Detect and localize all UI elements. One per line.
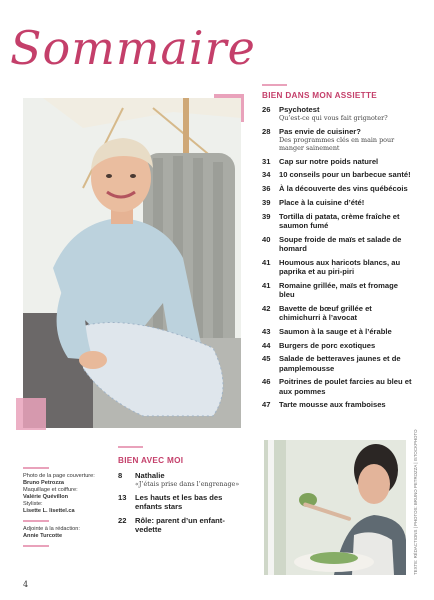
toc-subtitle: «J’étais prise dans l’engrenage» [135,480,240,489]
toc-item[interactable] [262,258,412,276]
toc-page-number: 46 [262,377,271,387]
credits-block [23,467,103,551]
toc-title: Psychotest [279,105,320,114]
secondary-photo [264,440,406,575]
credit-label: Photo de la page couverture: [23,473,95,479]
toc-title: Poitrines de poulet farcies au bleu et aux pommes [279,377,412,396]
toc-list-assiette [262,105,412,414]
credits-divider [23,467,49,469]
toc-page-number: 26 [262,105,271,114]
toc-page-number: 41 [262,280,271,290]
toc-item[interactable] [262,198,412,207]
toc-subtitle: Qu’est-ce qui vous fait grignoter? [279,114,388,123]
toc-title: Soupe froide de maïs et salade de homard [279,234,402,253]
toc-page-number: 22 [118,515,127,525]
toc-page-number: 43 [262,326,271,336]
toc-title: À la découverte des vins québécois [279,184,408,194]
hero-photo [23,98,241,428]
toc-item[interactable] [262,400,412,409]
toc-page-number: 28 [262,126,271,136]
toc-page-number: 47 [262,400,271,410]
toc-title: Tortilla di patata, crème fraîche et saumon fumé [279,211,400,230]
toc-title: Tarte mousse aux framboises [279,400,386,410]
toc-subtitle: Des programmes clés en main pour manger sainement [279,136,395,152]
toc-title: Saumon à la sauge et à l’érable [279,326,392,336]
toc-list-avec-moi [118,471,248,539]
toc-title: Salade de betteraves jaunes et de pamplemousse [279,354,401,373]
toc-item[interactable] [262,354,412,372]
toc-page-number: 36 [262,184,271,194]
toc-title: Pas envie de cuisiner? [279,126,361,136]
toc-page-number: 39 [262,211,271,221]
photo-credit-vertical: TEXTE: RÉDACTIONS | PHOTOS: BRUNO PETROZZA | ISTOCKPHOTO [413,429,418,575]
toc-item[interactable] [118,516,248,534]
toc-item[interactable] [262,327,412,336]
toc-item[interactable] [262,377,412,395]
section-heading-assiette: BIEN DANS MON ASSIETTE [262,91,378,100]
credit-name: Lisette L. lisettel.ca [23,508,75,514]
toc-title: Les hauts et les bas des enfants stars [135,492,223,511]
toc-page-number: 42 [262,303,271,313]
toc-title: Nathalie [135,471,165,480]
toc-page-number: 34 [262,170,271,180]
secondary-photo-illustration [264,440,406,575]
toc-item[interactable] [118,471,248,488]
toc-title: Bavette de bœuf grillée et chimichurri à l’avocat [279,303,372,322]
toc-item[interactable] [262,105,412,122]
section-divider-avec-moi [118,446,143,448]
toc-page-number: 13 [118,492,127,502]
credit-name: Bruno Petrozza [23,480,65,486]
toc-title: Romaine grillée, maïs et fromage bleu [279,280,399,299]
section-heading-avec-moi: BIEN AVEC MOI [118,456,184,465]
hero-photo-illustration [23,98,241,428]
toc-item[interactable] [262,212,412,230]
toc-item[interactable] [262,157,412,166]
toc-title: Houmous aux haricots blancs, au paprika et au piri-piri [279,257,401,276]
accent-block-bottom [16,398,46,430]
toc-item[interactable] [262,235,412,253]
toc-item[interactable] [262,184,412,193]
toc-page-number: 39 [262,197,271,207]
toc-item[interactable] [262,127,412,152]
toc-title: Rôle: parent d’un enfant-vedette [135,515,225,534]
toc-page-number: 31 [262,156,271,166]
credits-divider [23,545,49,547]
toc-title: Burgers de porc exotiques [279,340,376,350]
credits-divider [23,520,49,522]
toc-page-number: 40 [262,234,271,244]
toc-item[interactable] [118,493,248,511]
credit-label: Maquillage et coiffure: [23,487,78,493]
credit-name: Annie Turcotte [23,533,63,539]
toc-page-number: 8 [118,471,123,480]
toc-item[interactable] [262,341,412,350]
credit-name: Valérie Quévillon [23,494,69,500]
credit-label: Adjointe à la rédaction: [23,526,80,532]
toc-page-number: 41 [262,257,271,267]
credit-label: Styliste: [23,501,43,507]
toc-page-number: 44 [262,340,271,350]
toc-page-number: 45 [262,354,271,364]
toc-item[interactable] [262,304,412,322]
toc-title: 10 conseils pour un barbecue santé! [279,170,411,180]
page-title: Sommaire [10,21,256,75]
toc-title: Place à la cuisine d’été! [279,197,365,207]
toc-item[interactable] [262,281,412,299]
toc-item[interactable] [262,170,412,179]
section-divider-assiette [262,84,287,86]
page-number: 4 [23,580,29,589]
toc-title: Cap sur notre poids naturel [279,156,379,166]
